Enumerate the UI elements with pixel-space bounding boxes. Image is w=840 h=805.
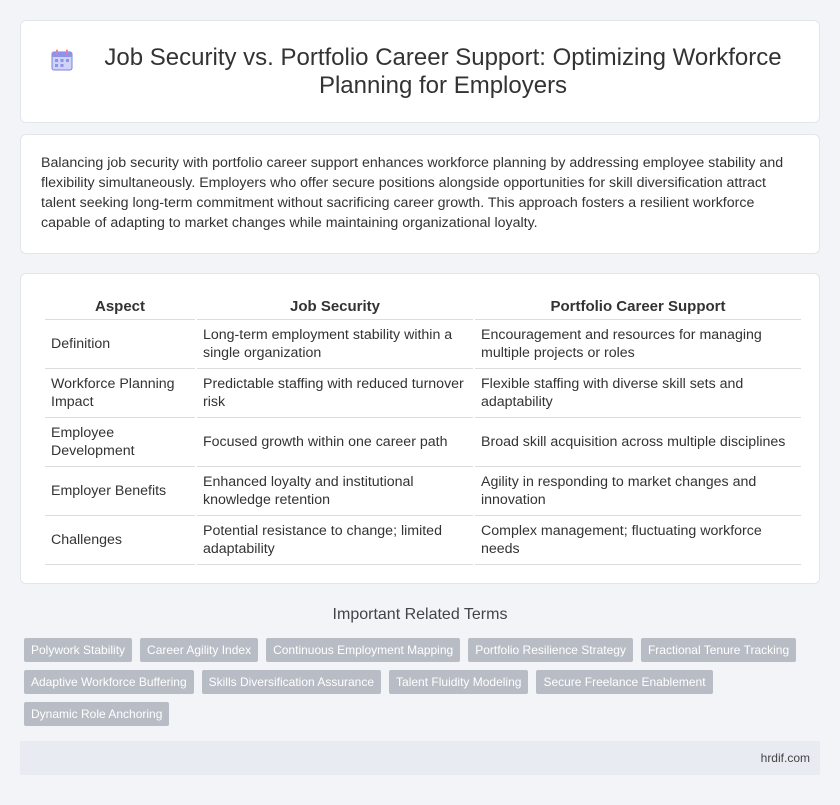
row-aspect: Workforce Planning Impact	[45, 369, 195, 418]
related-term-tag[interactable]: Dynamic Role Anchoring	[24, 702, 169, 726]
footer-site-link[interactable]: hrdif.com	[760, 751, 810, 765]
row-aspect: Employer Benefits	[45, 467, 195, 516]
related-term-tag[interactable]: Continuous Employment Mapping	[266, 638, 460, 662]
related-term-tag[interactable]: Adaptive Workforce Buffering	[24, 670, 194, 694]
row-aspect: Definition	[45, 320, 195, 369]
row-aspect: Employee Development	[45, 418, 195, 467]
row-portfolio-career: Encouragement and resources for managing multiple projects or roles	[475, 320, 801, 369]
row-portfolio-career: Agility in responding to market changes and innovation	[475, 467, 801, 516]
table-header-row	[45, 294, 801, 320]
row-aspect: Challenges	[45, 516, 195, 565]
footer	[20, 741, 820, 775]
comparison-table	[43, 294, 803, 565]
row-portfolio-career: Complex management; fluctuating workforce needs	[475, 516, 801, 565]
table-row	[45, 467, 801, 516]
row-job-security: Focused growth within one career path	[197, 418, 473, 467]
table-row	[45, 320, 801, 369]
row-portfolio-career: Broad skill acquisition across multiple disciplines	[475, 418, 801, 467]
related-terms-list	[24, 638, 824, 726]
row-job-security: Potential resistance to change; limited adaptability	[197, 516, 473, 565]
related-term-tag[interactable]: Talent Fluidity Modeling	[389, 670, 528, 694]
intro-paragraph: Balancing job security with portfolio career support enhances workforce planning by addressing employee stability and flexibility simultaneously. Employers who offer secure positions alongside opportunities for skill diversification attract talent seeking long-term commitment without sacrificing career growth. This approach fosters a resilient workforce capable of adapting to market changes while maintaining organizational loyalty.	[41, 155, 784, 231]
table-row	[45, 418, 801, 467]
header-portfolio-career: Portfolio Career Support	[475, 294, 801, 320]
related-term-tag[interactable]: Polywork Stability	[24, 638, 132, 662]
related-term-tag[interactable]: Career Agility Index	[140, 638, 258, 662]
related-term-tag[interactable]: Fractional Tenure Tracking	[641, 638, 796, 662]
row-job-security: Enhanced loyalty and institutional knowledge retention	[197, 467, 473, 516]
title-wrap	[50, 44, 790, 100]
comparison-card	[20, 273, 820, 584]
title-card	[20, 20, 820, 123]
header-job-security: Job Security	[197, 294, 473, 320]
row-job-security: Predictable staffing with reduced turnover risk	[197, 369, 473, 418]
calendar-icon	[50, 48, 74, 72]
table-row	[45, 369, 801, 418]
related-term-tag[interactable]: Portfolio Resilience Strategy	[468, 638, 633, 662]
table-row	[45, 516, 801, 565]
related-term-tag[interactable]: Skills Diversification Assurance	[202, 670, 381, 694]
page-title: Job Security vs. Portfolio Career Support: Optimizing Workforce Planning for Employers	[104, 43, 782, 99]
related-terms-heading: Important Related Terms	[332, 606, 508, 623]
row-job-security: Long-term employment stability within a single organization	[197, 320, 473, 369]
header-aspect: Aspect	[45, 294, 195, 320]
row-portfolio-career: Flexible staffing with diverse skill sets and adaptability	[475, 369, 801, 418]
intro-card	[20, 134, 820, 254]
related-term-tag[interactable]: Secure Freelance Enablement	[536, 670, 712, 694]
